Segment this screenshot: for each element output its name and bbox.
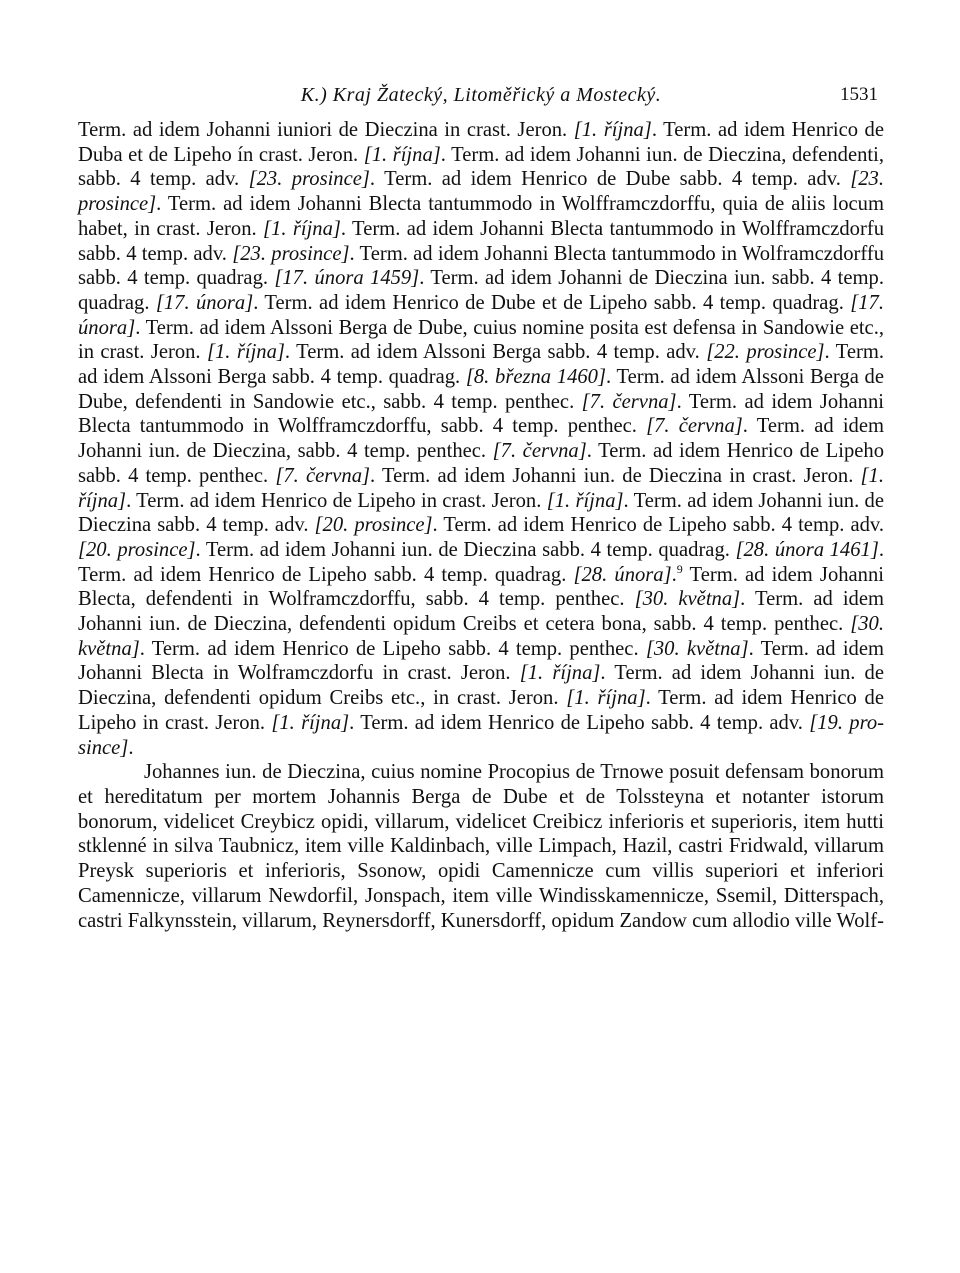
text-run: . Term. ad idem Johanni de Dieczina iun. sabb. 4 temp. quadrag. xyxy=(78,267,884,314)
text-run: . Term. ad idem Henrico de Lipeho in crast. Jeron. xyxy=(78,687,884,734)
editorial-date: [1. října] xyxy=(206,341,285,364)
editorial-date: [1. října] xyxy=(263,217,341,240)
editorial-date: [30. května] xyxy=(78,613,884,660)
text-run: . Term. ad idem Henrico de Lipeho sabb. 4 temp. quadrag. xyxy=(78,538,884,586)
editorial-date: [19. prosince] xyxy=(78,711,884,759)
editorial-date: [17. února] xyxy=(78,291,884,339)
editorial-date: [20. prosince] xyxy=(314,514,433,537)
text-run: . Term. ad idem Henrico de Duba et de Lipeho ín crast. Jeron. xyxy=(78,119,884,166)
editorial-date: [7. června] xyxy=(646,415,743,438)
editorial-date: [28. února] xyxy=(573,563,672,586)
text-run: . Term. ad idem Henrico de Lipeho sabb. 4 temp. adv. xyxy=(349,711,810,734)
editorial-date: [1. října] xyxy=(546,489,624,512)
editorial-date: [1. října] xyxy=(363,143,441,166)
text-run: . Term. ad idem Johanni iun. de Dieczina, defendenti opidum Creibs et cetera bona, sabb. 4 temp. penthec. xyxy=(78,588,884,636)
text-run: Johannes iun. de Dieczina, cuius nomine Procopius de Trnowe posuit defensam bonorum et hereditatum per mortem Johannis Berga de Dube et de Tolssteyna et notanter istorum bonorum, videlicet Creybicz opidi, villarum, videlicet Creibicz inferioris et superioris, item hutti stklenné in silva Taubnicz, item ville Kaldinbach, ville Limpach, Hazil, castri Fridwald, villarum Preysk superioris et inferioris, Ssonow, opidi Camennicze cum villis superiori et inferiori Camennicze, villarum Newdorfil, Jonspach, item ville Windisskamennicze, Ssemil, Ditterspach, castri Falkynsstein, villarum, Reynersdorff, Kunersdorff, opidum Zandow cum allodio ville Wolf- xyxy=(78,761,884,932)
running-title: K.) Kraj Žatecký, Litoměřický a Mostecký. xyxy=(300,84,662,106)
editorial-date: [30. května] xyxy=(634,588,741,611)
editorial-date: [22. prosince] xyxy=(706,341,825,364)
editorial-date: [1. října] xyxy=(271,711,350,734)
text-run: . Term. ad idem Johanni iun. de Dieczina, defendenti, sabb. 4 temp. adv. xyxy=(78,143,884,191)
editorial-date: [30. května] xyxy=(645,637,749,660)
editorial-date: [17. února 1459] xyxy=(274,267,420,290)
text-run: . Term. ad idem Alssoni Berga de Dube, cuius nomine posita est defensa in Sandowie etc., in crast. Jeron. xyxy=(78,316,884,364)
text-run: . Term. ad idem Henrico de Lipeho sabb. 4 temp. penthec. xyxy=(78,440,885,487)
editorial-date: [1. října] xyxy=(78,464,884,512)
editorial-date: [7. června] xyxy=(581,390,677,413)
editorial-date: [20. prosince] xyxy=(78,538,196,561)
editorial-date: [23. prosince] xyxy=(78,168,884,216)
text-run: . Term. ad idem Alssoni Berga de Dube, defendenti in Sandowie etc., sabb. 4 temp. penthec. xyxy=(78,366,884,413)
text-run: . Term. ad idem Johanni iun. de Dieczina, sabb. 4 temp. penthec. xyxy=(78,415,885,463)
text-run: . Term. ad idem Henrico de Lipeho sabb. 4 temp. penthec. xyxy=(139,637,646,660)
editorial-date: [28. února 1461] xyxy=(735,538,879,561)
editorial-date: [7. června] xyxy=(492,440,587,463)
editorial-date: [23. prosince] xyxy=(248,168,370,191)
paragraph xyxy=(78,760,884,933)
editorial-date: [17. února] xyxy=(155,291,254,314)
page-number: 1531 xyxy=(840,84,878,105)
text-run: . Term. ad idem Henrico de Lipeho sabb. 4 temp. adv. xyxy=(432,514,885,537)
text-run: . Term. ad idem Alssoni Berga sabb. 4 temp. adv. xyxy=(284,341,707,364)
text-run: . Term. ad idem Alssoni Berga sabb. 4 temp. quadrag. xyxy=(78,341,884,389)
text-run: . Term. ad idem Henrico de Dube et de Lipeho sabb. 4 temp. quadrag. xyxy=(253,291,851,314)
footnote-marker: 9 xyxy=(676,561,683,576)
editorial-date: [1. října] xyxy=(566,687,646,710)
document-page xyxy=(78,84,884,933)
text-run: . Term. ad idem Johanni Blecta tantummodo in Wolfframczdorffu, quia de aliis locum habet, in crast. Jeron. xyxy=(78,193,884,240)
body-text xyxy=(78,118,884,933)
editorial-date: [7. června] xyxy=(275,464,371,487)
text-run: . Term. ad idem Henrico de Dube sabb. 4 temp. adv. xyxy=(369,168,851,191)
text-run: . xyxy=(671,563,677,586)
text-run: . Term. ad idem Henrico de Lipeho in crast. Jeron. xyxy=(126,489,547,512)
editorial-date: [1. října] xyxy=(519,662,601,685)
text-run: . Term. ad idem Johanni iun. de Dieczina, defendenti opidum Creibs etc., in crast. Jeron. xyxy=(78,662,884,710)
text-run: . Term. ad idem Johanni Blecta tantummodo in Wolframczdorffu sabb. 4 temp. quadrag. xyxy=(78,242,885,290)
text-run: Term. ad idem Johanni Blecta, defendenti in Wolframczdorffu, sabb. 4 temp. penthec. xyxy=(78,563,884,611)
paragraph xyxy=(78,118,884,760)
text-run: . Term. ad idem Johanni iun. de Dieczina sabb. 4 temp. adv. xyxy=(78,489,884,537)
text-run: Term. ad idem Johanni iuniori de Dieczina in crast. Jeron. xyxy=(78,119,574,141)
running-header xyxy=(78,84,884,118)
text-run: . Term. ad idem Johanni Blecta tantummodo in Wolfframczdorffu, sabb. 4 temp. penthec. xyxy=(78,390,884,438)
text-run: . xyxy=(128,736,134,759)
text-run: . Term. ad idem Johanni Blecta in Wolframczdorfu in crast. Jeron. xyxy=(78,637,884,685)
text-run: . Term. ad idem Johanni Blecta tantummodo in Wolfframczdorfu sabb. 4 temp. adv. xyxy=(78,217,884,265)
text-run: . Term. ad idem Johanni iun. de Dieczina in crast. Jeron. xyxy=(370,464,861,487)
editorial-date: [1. října] xyxy=(573,119,652,141)
editorial-date: [23. prosince] xyxy=(232,242,350,265)
editorial-date: [8. března 1460] xyxy=(465,366,606,389)
text-run: . Term. ad idem Johanni iun. de Dieczina sabb. 4 temp. quadrag. xyxy=(195,538,736,561)
